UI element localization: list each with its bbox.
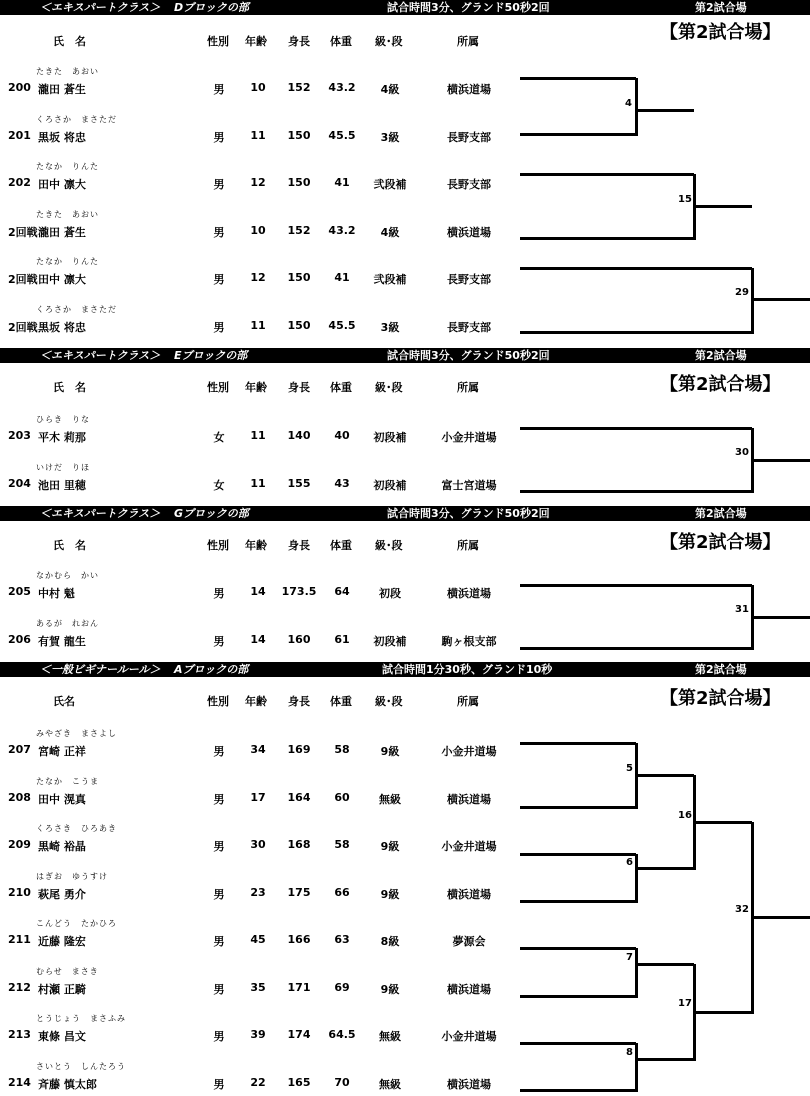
entry-number: 2回戦 bbox=[8, 225, 38, 239]
bracket-line bbox=[520, 900, 636, 903]
entry-name: 東條 昌文 bbox=[38, 1030, 86, 1043]
entry-age: 11 bbox=[250, 128, 266, 142]
entry-weight: 63 bbox=[334, 933, 350, 946]
furigana: あるが れおん bbox=[36, 618, 99, 628]
entry-number: 201 bbox=[8, 128, 31, 142]
bracket-line bbox=[520, 490, 752, 493]
entry-rank: 8級 bbox=[380, 935, 400, 948]
section-header bbox=[0, 506, 810, 521]
furigana: さいとう しんたろう bbox=[36, 1061, 126, 1071]
entry-height: 175 bbox=[287, 885, 311, 899]
entry-gender: 男 bbox=[213, 792, 225, 806]
entry-affiliation: 小金井道場 bbox=[441, 745, 497, 758]
entry-weight: 43.2 bbox=[328, 223, 356, 237]
entry-weight: 58 bbox=[334, 743, 350, 756]
col-header-age: 年齢 bbox=[245, 381, 267, 394]
header-rls: 試合時間3分、グランド50秒2回 bbox=[387, 507, 550, 520]
entry-age: 22 bbox=[250, 1075, 266, 1089]
entry-weight: 45.5 bbox=[328, 318, 356, 332]
entry-name: 田中 凛大 bbox=[38, 273, 86, 286]
entry-number: 209 bbox=[8, 838, 31, 851]
header-blk: Dブロックの部 bbox=[174, 1, 249, 14]
match-number: 16 bbox=[678, 810, 692, 821]
entry-affiliation: 長野支部 bbox=[447, 273, 491, 286]
entry-rank: 初段補 bbox=[373, 431, 407, 444]
entry-number: 205 bbox=[8, 585, 31, 598]
entry-age: 11 bbox=[250, 476, 266, 490]
col-header-rank: 級･段 bbox=[375, 35, 403, 48]
entry-weight: 45.5 bbox=[328, 128, 356, 142]
entry-name: 黒坂 将忠 bbox=[38, 130, 86, 144]
entry-gender: 女 bbox=[213, 431, 225, 444]
col-header-height: 身長 bbox=[288, 539, 310, 552]
entry-gender: 男 bbox=[213, 745, 225, 758]
entry-affiliation: 横浜道場 bbox=[447, 792, 491, 806]
venue-label: 【第2試合場】 bbox=[660, 688, 781, 709]
entry-height: 173.5 bbox=[281, 585, 317, 598]
bracket-line bbox=[520, 1042, 636, 1045]
header-rls: 試合時間3分、グランド50秒2回 bbox=[387, 1, 550, 14]
entry-height: 168 bbox=[287, 838, 311, 851]
col-header-affiliation: 所属 bbox=[457, 695, 479, 708]
entry-weight: 61 bbox=[334, 632, 350, 646]
entry-affiliation: 長野支部 bbox=[447, 130, 491, 144]
bracket-line bbox=[694, 821, 752, 824]
col-header-weight: 体重 bbox=[330, 35, 352, 48]
entry-affiliation: 横浜道場 bbox=[447, 225, 491, 239]
entry-height: 140 bbox=[287, 429, 311, 442]
section-header bbox=[0, 348, 810, 363]
entry-rank: 初段補 bbox=[373, 478, 407, 492]
col-header-height: 身長 bbox=[288, 35, 310, 48]
entry-rank: 弐段補 bbox=[373, 273, 407, 286]
furigana: たなか りんた bbox=[36, 162, 99, 171]
entry-name: 瀧田 蒼生 bbox=[38, 225, 86, 239]
col-header-gender: 性別 bbox=[207, 695, 229, 708]
entry-weight: 64 bbox=[334, 585, 350, 598]
match-number: 17 bbox=[678, 998, 692, 1009]
entry-name: 村瀬 正騎 bbox=[38, 982, 86, 996]
header-blk: Aブロックの部 bbox=[174, 663, 249, 676]
entry-affiliation: 長野支部 bbox=[447, 178, 491, 191]
col-header-rank: 級･段 bbox=[375, 539, 403, 552]
entry-height: 169 bbox=[287, 743, 311, 756]
entry-affiliation: 横浜道場 bbox=[447, 1077, 491, 1091]
col-header-gender: 性別 bbox=[207, 381, 229, 394]
entry-rank: 3級 bbox=[380, 130, 400, 144]
entry-age: 35 bbox=[250, 980, 266, 994]
col-header-affiliation: 所属 bbox=[457, 35, 479, 48]
header-cls: ＜エキスパートクラス＞ bbox=[40, 507, 161, 520]
entry-weight: 60 bbox=[334, 790, 350, 804]
entry-name: 宮崎 正祥 bbox=[38, 745, 86, 758]
furigana: たなか りんた bbox=[36, 257, 99, 266]
furigana: たなか こうま bbox=[36, 776, 99, 786]
entry-name: 中村 魁 bbox=[38, 587, 75, 600]
header-rls: 試合時間1分30秒、グランド10秒 bbox=[382, 663, 553, 676]
bracket-line bbox=[752, 916, 810, 919]
match-number: 30 bbox=[735, 447, 749, 458]
entry-name: 斉藤 慎太郎 bbox=[38, 1077, 97, 1091]
section-header bbox=[0, 662, 810, 677]
entry-age: 23 bbox=[250, 885, 266, 899]
bracket-line bbox=[520, 267, 752, 270]
col-header-name: 氏 名 bbox=[53, 539, 86, 552]
bracket-line bbox=[636, 109, 694, 112]
entry-rank: 弐段補 bbox=[373, 178, 407, 191]
furigana: みやざき まさよし bbox=[36, 729, 117, 738]
bracket-line bbox=[636, 963, 694, 966]
entry-gender: 男 bbox=[213, 1030, 225, 1043]
furigana: とうじょう まさふみ bbox=[36, 1014, 126, 1023]
entry-gender: 男 bbox=[213, 178, 225, 191]
entry-age: 34 bbox=[250, 743, 266, 756]
entry-number: 204 bbox=[8, 476, 31, 490]
entry-number: 214 bbox=[8, 1075, 31, 1089]
col-header-height: 身長 bbox=[288, 695, 310, 708]
header-blk: Eブロックの部 bbox=[174, 349, 248, 362]
entry-gender: 男 bbox=[213, 320, 225, 334]
entry-height: 150 bbox=[287, 176, 311, 189]
entry-affiliation: 小金井道場 bbox=[441, 431, 497, 444]
entry-number: 212 bbox=[8, 980, 31, 994]
col-header-weight: 体重 bbox=[330, 695, 352, 708]
header-rls: 試合時間3分、グランド50秒2回 bbox=[387, 349, 550, 362]
entry-height: 165 bbox=[287, 1075, 311, 1089]
entry-affiliation: 駒ヶ根支部 bbox=[441, 634, 497, 648]
entry-age: 10 bbox=[250, 223, 266, 237]
entry-gender: 男 bbox=[213, 935, 225, 948]
header-arn: 第2試合場 bbox=[695, 663, 747, 676]
entry-name: 萩尾 勇介 bbox=[38, 887, 86, 901]
entry-name: 近藤 隆宏 bbox=[38, 935, 86, 948]
col-header-gender: 性別 bbox=[207, 35, 229, 48]
col-header-height: 身長 bbox=[288, 381, 310, 394]
match-number: 5 bbox=[626, 763, 633, 774]
entry-number: 203 bbox=[8, 429, 31, 442]
entry-number: 206 bbox=[8, 632, 31, 646]
entry-rank: 9級 bbox=[380, 745, 400, 758]
entry-rank: 無級 bbox=[379, 1077, 401, 1091]
entry-height: 164 bbox=[287, 790, 311, 804]
col-header-rank: 級･段 bbox=[375, 695, 403, 708]
furigana: こんどう たかひろ bbox=[36, 919, 117, 928]
bracket-line bbox=[520, 237, 694, 240]
match-number: 31 bbox=[735, 604, 749, 615]
header-cls: ＜エキスパートクラス＞ bbox=[40, 349, 161, 362]
bracket-line bbox=[636, 867, 694, 870]
entry-name: 黒坂 将忠 bbox=[38, 320, 86, 334]
entry-weight: 64.5 bbox=[328, 1028, 356, 1041]
entry-affiliation: 横浜道場 bbox=[447, 83, 491, 96]
entry-number: 211 bbox=[8, 933, 31, 946]
entry-number: 2回戦 bbox=[8, 320, 38, 334]
entry-affiliation: 小金井道場 bbox=[441, 840, 497, 853]
bracket-line bbox=[520, 647, 752, 650]
furigana: たきた あおい bbox=[36, 67, 99, 76]
col-header-affiliation: 所属 bbox=[457, 539, 479, 552]
col-header-age: 年齢 bbox=[245, 695, 267, 708]
furigana: ひらき りな bbox=[36, 415, 90, 424]
match-number: 6 bbox=[626, 857, 633, 868]
entry-name: 有賀 龍生 bbox=[38, 634, 86, 648]
header-cls: ＜エキスパートクラス＞ bbox=[40, 1, 161, 14]
bracket-line bbox=[635, 948, 638, 998]
entry-name: 池田 里穂 bbox=[38, 478, 86, 492]
entry-age: 17 bbox=[250, 790, 266, 804]
entry-weight: 69 bbox=[334, 980, 350, 994]
bracket-line bbox=[520, 173, 694, 176]
entry-gender: 男 bbox=[213, 1077, 225, 1091]
entry-gender: 男 bbox=[213, 840, 225, 853]
furigana: はぎお ゆうすけ bbox=[36, 871, 108, 881]
entry-affiliation: 長野支部 bbox=[447, 320, 491, 334]
section-header bbox=[0, 0, 810, 15]
entry-rank: 9級 bbox=[380, 887, 400, 901]
entry-weight: 41 bbox=[334, 271, 350, 284]
bracket-line bbox=[520, 331, 752, 334]
entry-name: 田中 滉真 bbox=[38, 792, 86, 806]
entry-weight: 43.2 bbox=[328, 81, 356, 94]
entry-weight: 66 bbox=[334, 885, 350, 899]
entry-age: 14 bbox=[250, 632, 266, 646]
entry-affiliation: 横浜道場 bbox=[447, 587, 491, 600]
bracket-line bbox=[635, 1043, 638, 1092]
entry-age: 12 bbox=[250, 271, 266, 284]
entry-height: 150 bbox=[287, 271, 311, 284]
entry-height: 152 bbox=[287, 223, 311, 237]
entry-age: 30 bbox=[250, 838, 266, 851]
entry-gender: 男 bbox=[213, 83, 225, 96]
furigana: くろさか まさただ bbox=[36, 304, 117, 314]
bracket-line bbox=[752, 616, 810, 619]
entry-gender: 女 bbox=[213, 478, 225, 492]
match-number: 15 bbox=[678, 194, 692, 205]
entry-rank: 4級 bbox=[380, 83, 400, 96]
entry-number: 200 bbox=[8, 81, 31, 94]
entry-age: 14 bbox=[250, 585, 266, 598]
entry-weight: 40 bbox=[334, 429, 350, 442]
entry-age: 12 bbox=[250, 176, 266, 189]
bracket-line bbox=[635, 854, 638, 903]
entry-gender: 男 bbox=[213, 587, 225, 600]
entry-name: 平木 莉那 bbox=[38, 431, 86, 444]
venue-label: 【第2試合場】 bbox=[660, 532, 781, 553]
entry-gender: 男 bbox=[213, 130, 225, 144]
entry-age: 11 bbox=[250, 318, 266, 332]
bracket-line bbox=[520, 742, 636, 745]
entry-gender: 男 bbox=[213, 982, 225, 996]
bracket-line bbox=[520, 995, 636, 998]
furigana: いけだ りほ bbox=[36, 462, 90, 472]
col-header-name: 氏名 bbox=[53, 695, 75, 708]
entry-height: 152 bbox=[287, 81, 311, 94]
bracket-line bbox=[520, 77, 636, 80]
bracket-line bbox=[520, 947, 636, 950]
col-header-age: 年齢 bbox=[245, 539, 267, 552]
entry-gender: 男 bbox=[213, 634, 225, 648]
entry-height: 150 bbox=[287, 318, 311, 332]
bracket-line bbox=[520, 853, 636, 856]
col-header-weight: 体重 bbox=[330, 539, 352, 552]
col-header-name: 氏 名 bbox=[53, 35, 86, 48]
entry-rank: 3級 bbox=[380, 320, 400, 334]
furigana: なかむら かい bbox=[36, 571, 99, 580]
entry-name: 田中 凛大 bbox=[38, 178, 86, 191]
entry-height: 160 bbox=[287, 632, 311, 646]
entry-height: 155 bbox=[287, 476, 311, 490]
header-arn: 第2試合場 bbox=[695, 349, 747, 362]
col-header-affiliation: 所属 bbox=[457, 381, 479, 394]
match-number: 7 bbox=[626, 952, 633, 963]
entry-rank: 4級 bbox=[380, 225, 400, 239]
col-header-rank: 級･段 bbox=[375, 381, 403, 394]
match-number: 4 bbox=[625, 98, 632, 109]
header-cls: ＜一般ビギナールール＞ bbox=[40, 663, 161, 676]
furigana: むらせ まさき bbox=[36, 966, 99, 976]
col-header-gender: 性別 bbox=[207, 539, 229, 552]
entry-affiliation: 小金井道場 bbox=[441, 1030, 497, 1043]
entry-gender: 男 bbox=[213, 887, 225, 901]
venue-label: 【第2試合場】 bbox=[660, 22, 781, 43]
entry-weight: 41 bbox=[334, 176, 350, 189]
entry-rank: 9級 bbox=[380, 982, 400, 996]
venue-label: 【第2試合場】 bbox=[660, 374, 781, 395]
bracket-line bbox=[520, 133, 636, 136]
bracket-line bbox=[694, 1011, 752, 1014]
entry-affiliation: 横浜道場 bbox=[447, 887, 491, 901]
entry-age: 10 bbox=[250, 81, 266, 94]
furigana: くろさか まさただ bbox=[36, 114, 117, 124]
furigana: くろさき ひろあき bbox=[36, 824, 117, 833]
entry-height: 174 bbox=[287, 1028, 311, 1041]
bracket-line bbox=[635, 78, 638, 136]
header-arn: 第2試合場 bbox=[695, 507, 747, 520]
col-header-age: 年齢 bbox=[245, 35, 267, 48]
entry-affiliation: 夢源会 bbox=[452, 935, 486, 948]
entry-number: 202 bbox=[8, 176, 31, 189]
bracket-line bbox=[751, 268, 754, 334]
bracket-line bbox=[520, 1089, 636, 1092]
entry-rank: 初段 bbox=[379, 587, 401, 600]
entry-weight: 70 bbox=[334, 1075, 350, 1089]
entry-rank: 無級 bbox=[379, 1030, 401, 1043]
bracket-line bbox=[694, 205, 752, 208]
entry-affiliation: 富士宮道場 bbox=[441, 478, 497, 492]
bracket-line bbox=[520, 806, 636, 809]
entry-name: 瀧田 蒼生 bbox=[38, 83, 86, 96]
entry-age: 11 bbox=[250, 429, 266, 442]
bracket-line bbox=[636, 1058, 694, 1061]
bracket-line bbox=[752, 298, 810, 301]
bracket-line bbox=[752, 459, 810, 462]
entry-affiliation: 横浜道場 bbox=[447, 982, 491, 996]
col-header-weight: 体重 bbox=[330, 381, 352, 394]
entry-gender: 男 bbox=[213, 273, 225, 286]
entry-height: 171 bbox=[287, 980, 311, 994]
entry-weight: 58 bbox=[334, 838, 350, 851]
entry-number: 207 bbox=[8, 743, 31, 756]
entry-rank: 初段補 bbox=[373, 634, 407, 648]
match-number: 32 bbox=[735, 904, 749, 915]
bracket-line bbox=[636, 774, 694, 777]
entry-rank: 9級 bbox=[380, 840, 400, 853]
entry-number: 208 bbox=[8, 790, 31, 804]
entry-number: 2回戦 bbox=[8, 273, 38, 286]
match-number: 29 bbox=[735, 287, 749, 298]
entry-age: 45 bbox=[250, 933, 266, 946]
header-blk: Gブロックの部 bbox=[174, 507, 249, 520]
entry-gender: 男 bbox=[213, 225, 225, 239]
furigana: たきた あおい bbox=[36, 209, 99, 219]
bracket-line bbox=[520, 427, 752, 430]
entry-number: 210 bbox=[8, 885, 31, 899]
entry-height: 166 bbox=[287, 933, 311, 946]
bracket-line bbox=[520, 584, 752, 587]
col-header-name: 氏 名 bbox=[53, 381, 86, 394]
entry-rank: 無級 bbox=[379, 792, 401, 806]
header-arn: 第2試合場 bbox=[695, 1, 747, 14]
entry-weight: 43 bbox=[334, 476, 350, 490]
entry-name: 黒崎 裕晶 bbox=[38, 840, 86, 853]
match-number: 8 bbox=[626, 1047, 633, 1058]
entry-age: 39 bbox=[250, 1028, 266, 1041]
entry-height: 150 bbox=[287, 128, 311, 142]
entry-number: 213 bbox=[8, 1028, 31, 1041]
